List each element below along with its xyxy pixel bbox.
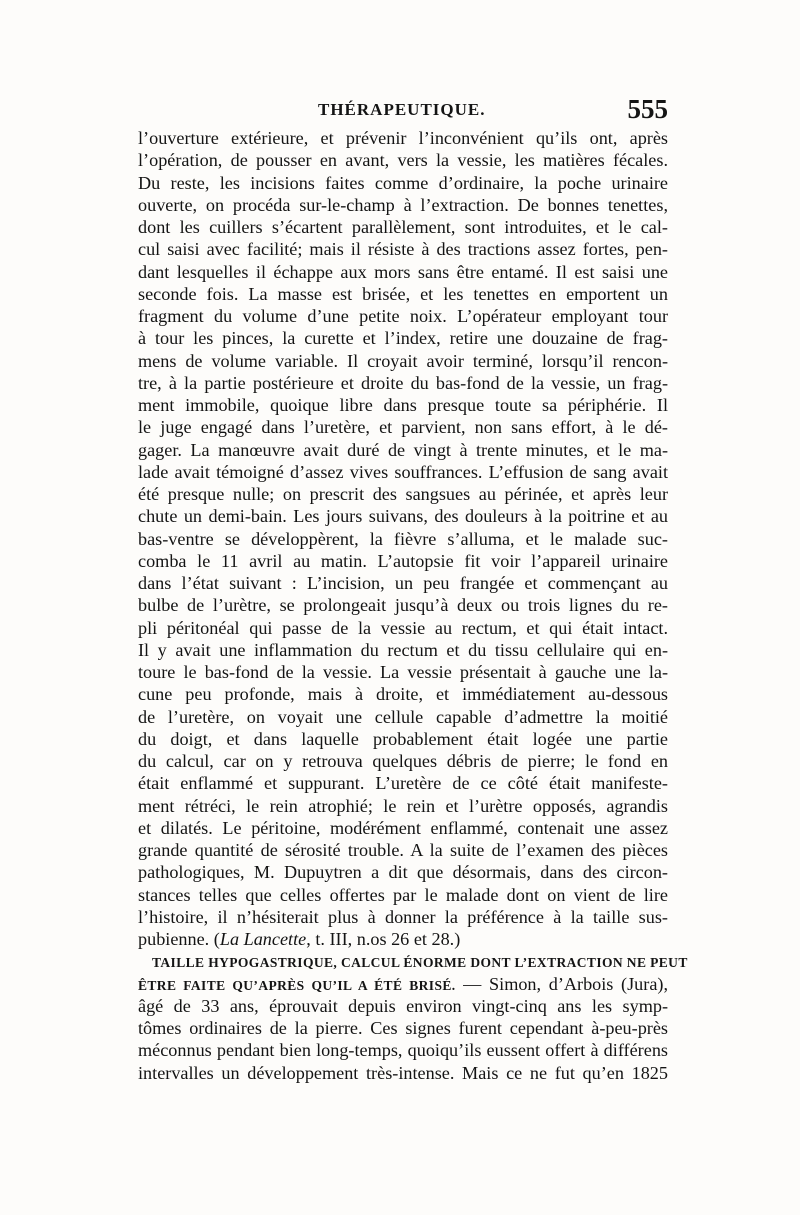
- text-line: tômes ordinaires de la pierre. Ces signes furent cependant à-peu-près: [138, 1018, 668, 1038]
- section-heading-continued: ÊTRE FAITE QU’APRÈS QU’IL A ÉTÉ BRISÉ.: [138, 977, 456, 993]
- paragraph-simon-case: [138, 995, 668, 1084]
- running-title: THÉRAPEUTIQUE.: [318, 100, 486, 119]
- section-heading-line-2: [138, 973, 668, 995]
- text-line: toure le bas-fond de la vessie. La vessie présentait à gauche une la-: [138, 662, 668, 682]
- citation-suffix: , t. III, n.os 26 et 28.): [306, 929, 461, 949]
- text-line: l’ouverture extérieure, et prévenir l’inconvénient qu’ils ont, après: [138, 128, 668, 148]
- citation-line: [138, 928, 668, 950]
- body-text: [138, 127, 688, 1084]
- page-number: 555: [627, 94, 668, 124]
- text-line: et dilatés. Le péritoine, modérément enflammé, contenait une assez: [138, 817, 668, 838]
- text-line: à tour les pinces, la curette et l’index, retire une douzaine de frag-: [138, 328, 668, 349]
- text-line: comba le 11 avril au matin. L’autopsie fit voir l’appareil urinaire: [138, 550, 668, 571]
- text-line: seconde fois. La masse est brisée, et les tenettes en emportent un: [138, 283, 668, 304]
- citation-prefix: pubienne. (: [138, 929, 220, 949]
- text-line: gager. La manœuvre avait duré de vingt à trente minutes, et le ma-: [138, 439, 668, 460]
- text-line: du doigt, et dans laquelle probablement était logée une partie: [138, 728, 668, 749]
- text-line: dant lesquelles il échappe aux mors sans être entamé. Il est saisi une: [138, 261, 668, 282]
- text-line: du calcul, car on y retrouva quelques débris de pierre; le fond en: [138, 751, 668, 771]
- section-heading-line-1: [138, 950, 688, 972]
- text-line: ment immobile, quoique libre dans presque toute sa périphérie. Il: [138, 395, 668, 415]
- text-line: âgé de 33 ans, éprouvait depuis environ vingt-cinq ans les symp-: [138, 995, 668, 1016]
- text-line: méconnus pendant bien long-temps, quoiqu’ils eussent offert à différens: [138, 1040, 668, 1061]
- text-line: bas-ventre se développèrent, la fièvre s’alluma, et le malade suc-: [138, 528, 668, 549]
- running-head: [138, 94, 668, 126]
- text-line: Il y avait une inflammation du rectum et du tissu cellulaire qui en-: [138, 639, 668, 660]
- section-heading: TAILLE HYPOGASTRIQUE, CALCUL ÉNORME DONT L’EXTRACTION NE PEUT: [152, 955, 688, 971]
- text-line: Du reste, les incisions faites comme d’ordinaire, la poche urinaire: [138, 172, 668, 193]
- text-line: le juge engagé dans l’uretère, et parvient, non sans effort, à le dé-: [138, 417, 668, 438]
- citation-source: La Lancette: [219, 929, 307, 949]
- text-line: l’histoire, il n’hésiterait plus à donner la préférence à la taille sus-: [138, 906, 668, 927]
- text-line: dans l’état suivant : L’incision, un peu frangée et commençant au: [138, 573, 668, 593]
- text-line: stances telles que celles offertes par le malade dont on vient de lire: [138, 884, 668, 905]
- text-line: cune peu profonde, mais à droite, et immédiatement au-dessous: [138, 684, 668, 705]
- text-line: ment rétréci, le rein atrophié; le rein et l’urètre opposés, agrandis: [138, 795, 668, 816]
- text-line: fragment du volume d’une petite noix. L’opérateur employant tour: [138, 306, 668, 326]
- text-line: grande quantité de sérosité trouble. A la suite de l’examen des pièces: [138, 840, 668, 860]
- text-line: dont les cuillers s’écartent parallèlement, sont introduites, et le cal-: [138, 217, 668, 237]
- text-line: tre, à la partie postérieure et droite du bas-fond de la vessie, un frag-: [138, 372, 668, 393]
- text-line: ouverte, on procéda sur-le-champ à l’extraction. De bonnes tenettes,: [138, 194, 668, 215]
- text-line: pathologiques, M. Dupuytren a dit que désormais, dans des circon-: [138, 862, 668, 883]
- text-line: pli péritonéal qui passe de la vessie au rectum, et qui était intact.: [138, 617, 668, 638]
- text-line: bulbe de l’urètre, se prolongeait jusqu’à deux ou trois lignes du re-: [138, 595, 668, 616]
- text-line: de l’uretère, on voyait une cellule capable d’admettre la moitié: [138, 706, 668, 727]
- text-line: chute un demi-bain. Les jours suivans, des douleurs à la poitrine et au: [138, 506, 668, 527]
- section-opening-text: — Simon, d’Arbois (Jura),: [455, 973, 668, 994]
- text-line: été presque nulle; on prescrit des sangsues au périnée, et après leur: [138, 484, 668, 504]
- text-line: intervalles un développement très-intense. Mais ce ne fut qu’en 1825: [138, 1062, 668, 1083]
- text-line: lade avait témoigné d’assez vives souffrances. L’effusion de sang avait: [138, 461, 668, 482]
- text-line: mens de volume variable. Il croyait avoir terminé, lorsqu’il rencon-: [138, 350, 668, 371]
- text-line: était enflammé et suppurant. L’uretère de ce côté était manifeste-: [138, 773, 668, 794]
- paragraph-case-report: [138, 127, 668, 928]
- text-line: cul saisi avec facilité; mais il résiste à des tractions assez fortes, pen-: [138, 239, 668, 260]
- text-line: l’opération, de pousser en avant, vers la vessie, les matières fécales.: [138, 150, 668, 171]
